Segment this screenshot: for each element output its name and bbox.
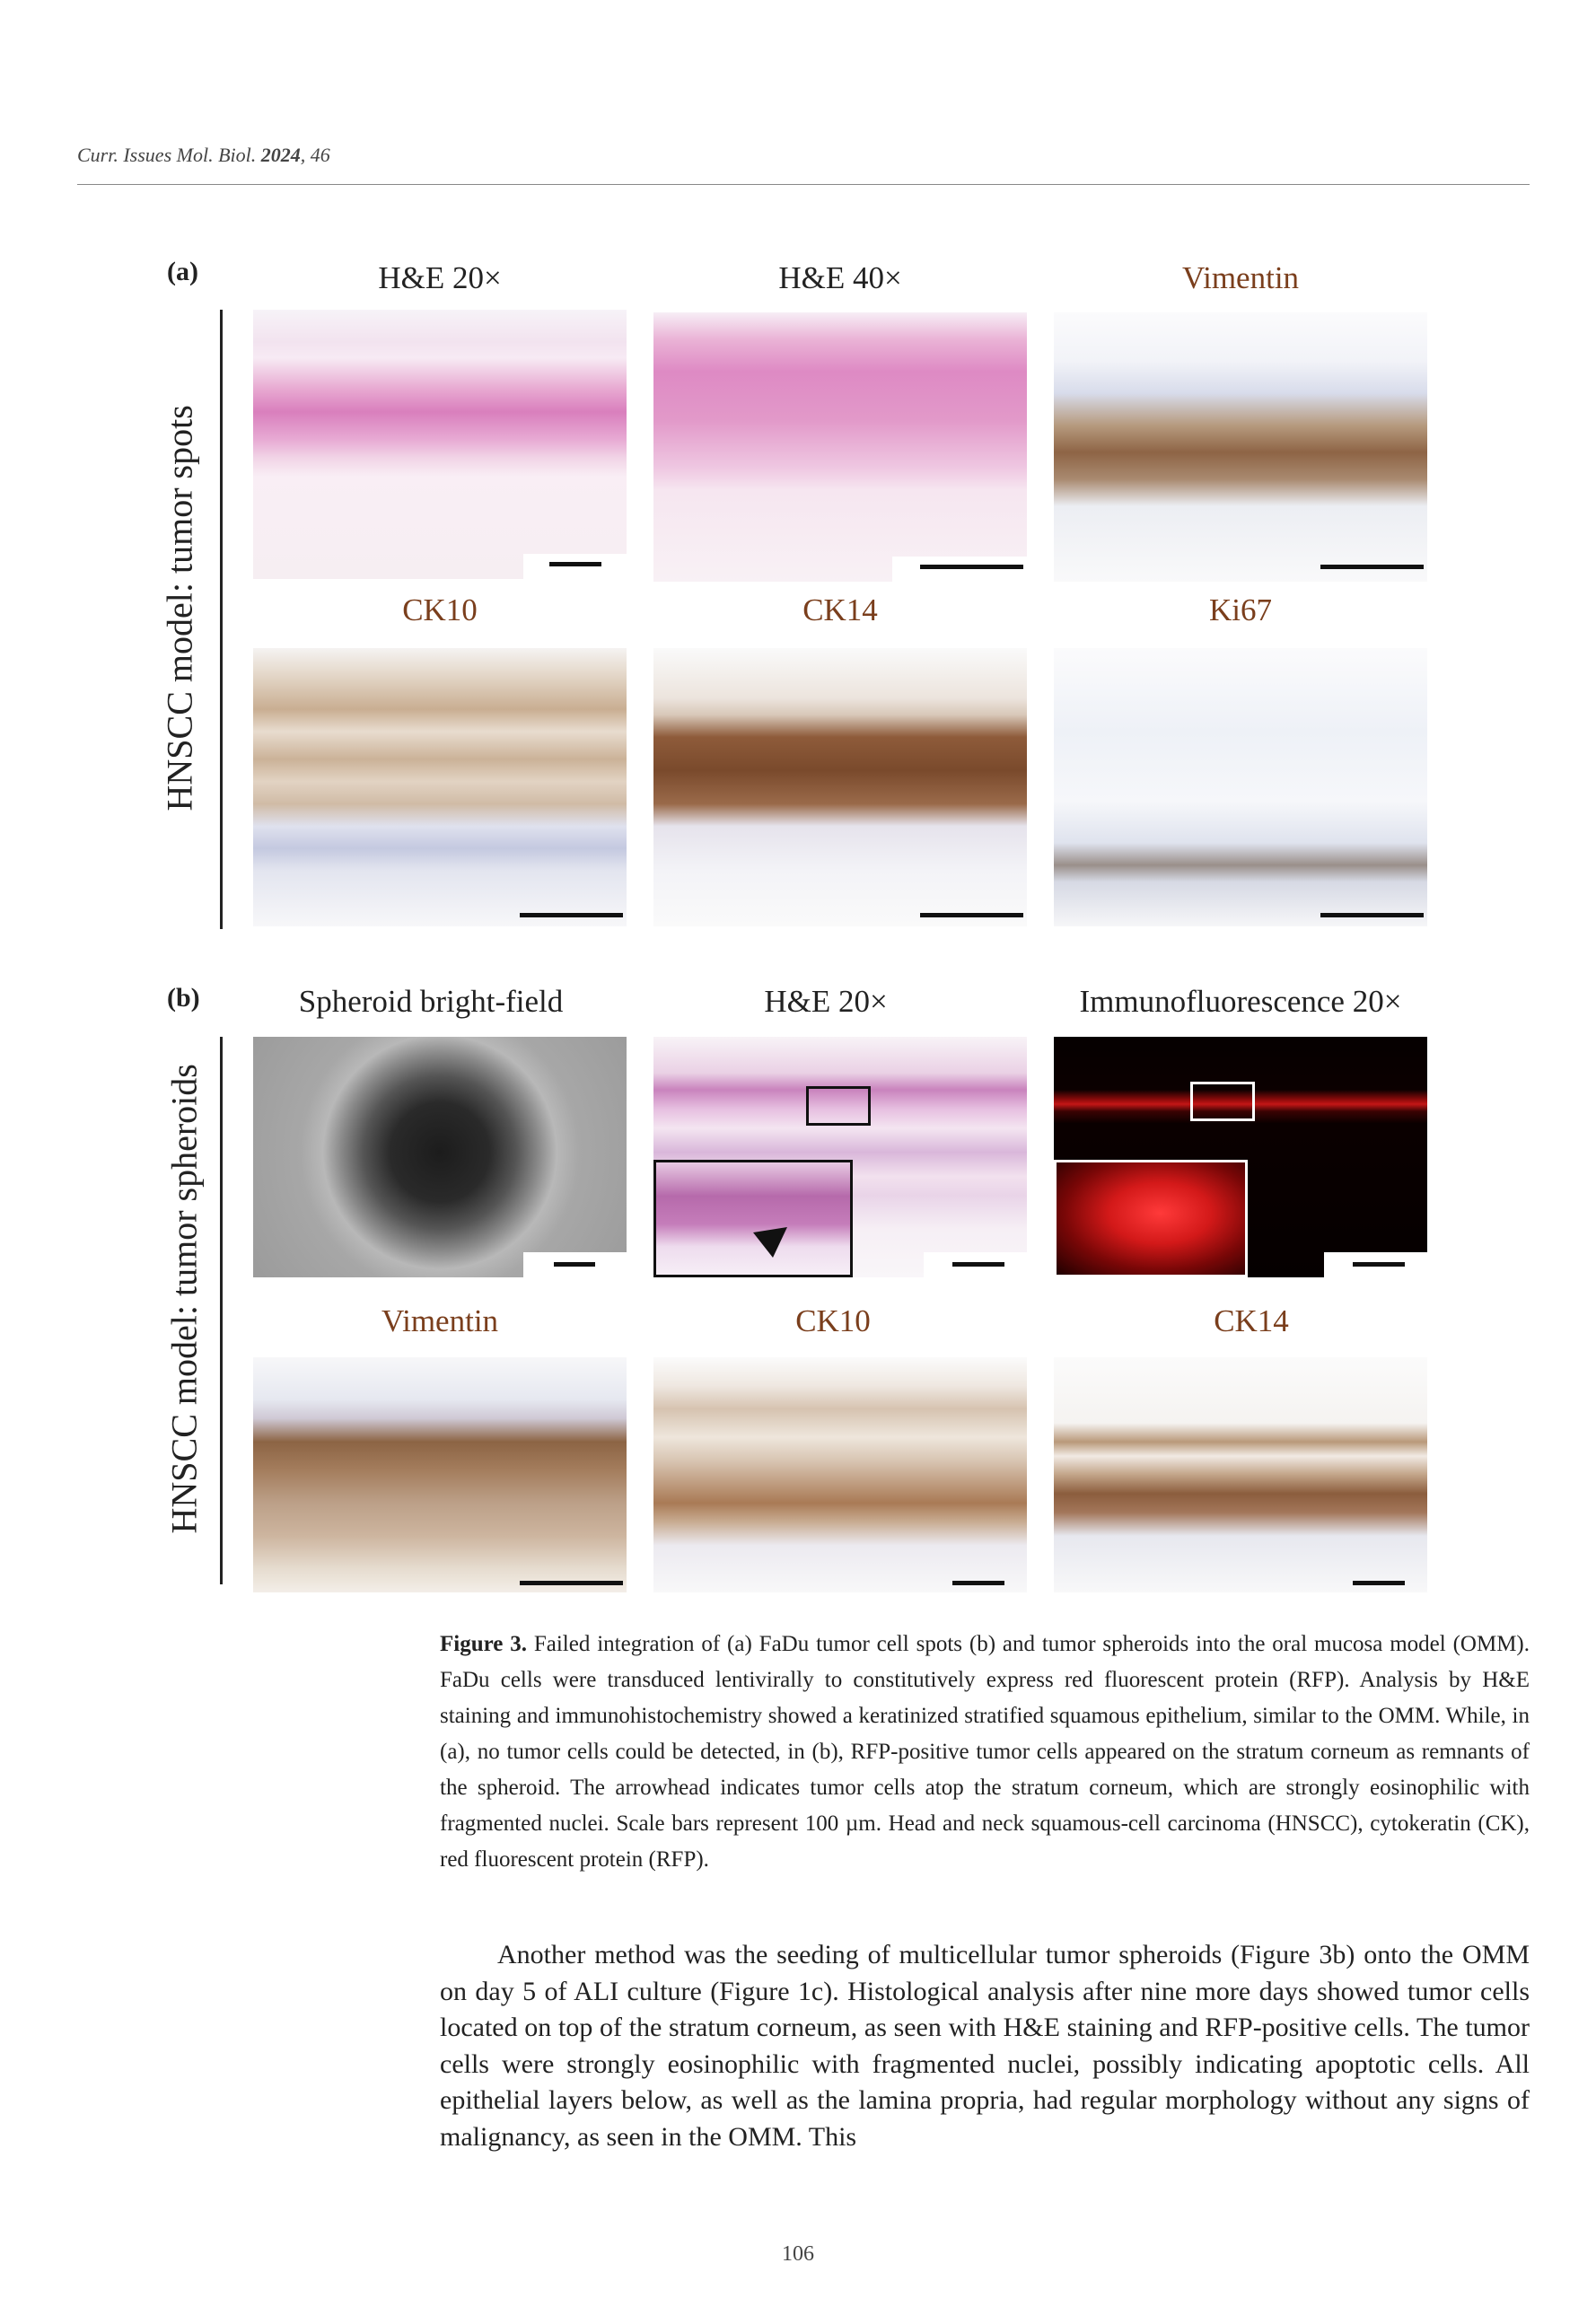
journal-volume: 46	[310, 144, 330, 166]
scale-bar	[1320, 913, 1424, 917]
panel-b-side-label: HNSCC model: tumor spheroids	[163, 1064, 205, 1534]
scale-bar	[520, 1581, 623, 1585]
panel-b-side-bar	[220, 1037, 223, 1584]
panel-b-title-immunofluorescence: Immunofluorescence 20×	[1079, 984, 1402, 1019]
scale-bar	[1353, 1581, 1405, 1585]
panel-b-image-ck10	[653, 1357, 1027, 1592]
caption-label: Figure 3.	[440, 1632, 527, 1656]
panel-a-image-he40	[653, 312, 1027, 582]
panel-a-image-vimentin	[1054, 312, 1427, 582]
caption-text: Failed integration of (a) FaDu tumor cell spots (b) and tumor spheroids into the oral mucosa model (OMM). FaDu cells were transduced lentivirally to constitutively express red fluorescent protein (RFP). Analysis by H&E staining and immunohistochemistry showed a keratinized stratified squamous epithelium, similar to the OMM. While, in (a), no tumor cells could be detected, in (b), RFP-positive tumor cells appeared on the stratum corneum as remnants of the spheroid. The arrowhead indicates tumor cells atop the stratum corneum, which are strongly eosinophilic with fragmented nuclei. Scale bars represent 100 µm. Head and neck squamous-cell carcinoma (HNSCC), cytokeratin (CK), red fluorescent protein (RFP).	[440, 1632, 1530, 1872]
scale-bar	[549, 562, 601, 566]
ifl-inset-image	[1054, 1160, 1248, 1277]
scale-bar	[920, 913, 1023, 917]
panel-a-side-label: HNSCC model: tumor spots	[159, 405, 200, 811]
arrowhead-icon	[753, 1227, 789, 1259]
body-text	[440, 1937, 1530, 2155]
inset-selection-box	[1190, 1082, 1255, 1121]
panel-a-title-he40: H&E 40×	[778, 260, 902, 295]
panel-b-image-spheroid	[253, 1037, 627, 1277]
panel-a-title-vimentin: Vimentin	[1181, 260, 1300, 295]
scale-bar	[952, 1581, 1004, 1585]
panel-a-image-ck10	[253, 648, 627, 926]
journal-year: 2024	[260, 144, 301, 166]
panel-a-image-he20	[253, 310, 627, 579]
panel-b-letter: (b)	[167, 983, 200, 1013]
panel-b-title-he20: H&E 20×	[764, 984, 888, 1019]
journal-name: Curr. Issues Mol. Biol.	[77, 144, 257, 166]
panel-a-title-ck10: CK10	[402, 592, 478, 627]
panel-a-letter: (a)	[167, 257, 198, 286]
scale-bar	[1353, 1262, 1405, 1267]
scale-bar	[1320, 565, 1424, 569]
panel-a-image-ki67	[1054, 648, 1427, 926]
scale-bar	[554, 1262, 595, 1267]
panel-a-title-he20: H&E 20×	[378, 260, 502, 295]
he-inset-image	[653, 1160, 853, 1277]
panel-a-side-bar	[220, 310, 223, 929]
panel-b-title-ck14: CK14	[1214, 1303, 1289, 1338]
scale-bar	[952, 1262, 1004, 1267]
panel-b-title-ck10: CK10	[795, 1303, 871, 1338]
panel-b-image-immunofluorescence	[1054, 1037, 1427, 1277]
panel-a-title-ki67: Ki67	[1209, 592, 1272, 627]
body-paragraph: Another method was the seeding of multicellular tumor spheroids (Figure 3b) onto the OMM on day 5 of ALI culture (Figure 1c). Histological analysis after nine more days showed tumor cells located on top of the stratum corneum, as seen with H&E staining and RFP-positive cells. The tumor cells were strongly eosinophilic with fragmented nuclei, possibly indicating apoptotic cells. All epithelial layers below, as well as the lamina propria, had regular morphology without any signs of malignancy, as seen in the OMM. This	[440, 1940, 1530, 2152]
panel-b-image-ck14	[1054, 1357, 1427, 1592]
scale-bar	[520, 913, 623, 917]
page-number: 106	[782, 2242, 814, 2266]
panel-b-title-vimentin: Vimentin	[381, 1303, 499, 1338]
panel-a-title-ck14: CK14	[802, 592, 878, 627]
figure-caption	[440, 1627, 1530, 1878]
scale-bar	[920, 565, 1023, 569]
panel-b-image-he20	[653, 1037, 1027, 1277]
panel-b-image-vimentin	[253, 1357, 627, 1592]
inset-selection-box	[806, 1086, 871, 1126]
running-header: Curr. Issues Mol. Biol. 2024, 46	[77, 144, 330, 166]
panel-a-image-ck14	[653, 648, 1027, 926]
panel-b-title-spheroid: Spheroid bright-field	[298, 984, 564, 1019]
header-rule	[77, 184, 1530, 185]
